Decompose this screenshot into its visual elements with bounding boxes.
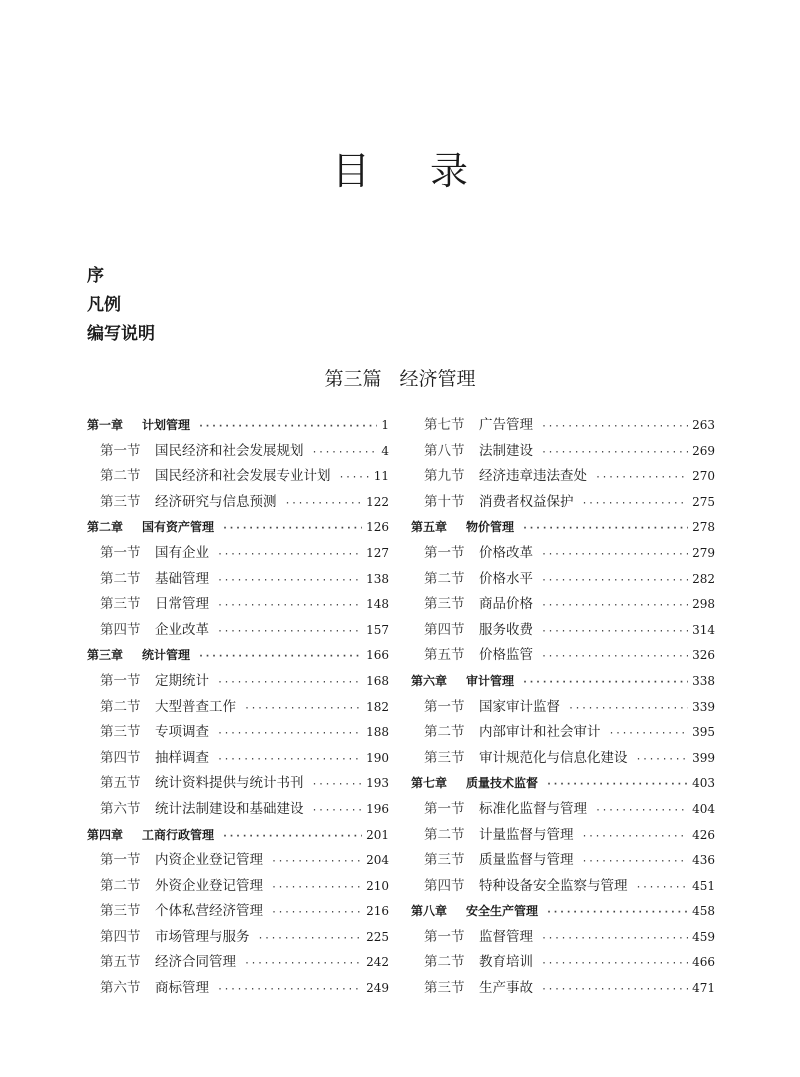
entry-number: 第六章 xyxy=(411,673,448,688)
toc-section-entry[interactable] xyxy=(87,797,389,823)
toc-section-entry[interactable] xyxy=(87,874,389,900)
entry-title: 国民经济和社会发展规划 xyxy=(155,442,304,459)
entry-title: 经济违章违法查处 xyxy=(479,468,587,485)
dot-leader xyxy=(595,798,688,824)
toc-section-entry[interactable] xyxy=(87,976,389,1002)
entry-title: 抽样调查 xyxy=(155,749,209,766)
dot-leader xyxy=(582,491,689,517)
page-number: 4 xyxy=(381,443,389,458)
dot-leader xyxy=(541,414,688,440)
entry-number: 第二节 xyxy=(424,826,465,843)
entry-title: 企业改革 xyxy=(155,621,209,638)
dot-leader xyxy=(582,849,689,875)
entry-number: 第二节 xyxy=(100,698,141,715)
page-number: 201 xyxy=(366,827,389,842)
entry-title: 经济合同管理 xyxy=(155,954,236,971)
entry-number: 第一节 xyxy=(424,800,465,817)
page-number: 339 xyxy=(692,699,715,714)
dot-leader xyxy=(541,440,688,466)
dot-leader xyxy=(568,696,688,722)
page-number: 11 xyxy=(373,469,389,484)
page-number: 426 xyxy=(692,827,715,842)
entry-title: 计量监督与管理 xyxy=(479,826,574,843)
entry-number: 第四节 xyxy=(424,621,465,638)
toc-chapter-entry[interactable] xyxy=(87,643,389,669)
dot-leader xyxy=(285,491,363,517)
entry-title: 标准化监督与管理 xyxy=(479,800,587,817)
page-number: 395 xyxy=(692,725,715,740)
front-matter-item[interactable]: 编写说明 xyxy=(87,324,155,344)
page-number: 190 xyxy=(366,750,389,765)
entry-number: 第一节 xyxy=(100,544,141,561)
dot-leader xyxy=(546,772,688,798)
page-number: 138 xyxy=(366,571,389,586)
entry-title: 价格改革 xyxy=(479,544,533,561)
part-title: 经济管理 xyxy=(399,368,476,390)
entry-number: 第二节 xyxy=(424,570,465,587)
toc-section-entry[interactable] xyxy=(411,618,715,644)
dot-leader xyxy=(546,900,688,926)
toc-section-entry[interactable] xyxy=(87,899,389,925)
page-number: 196 xyxy=(366,801,389,816)
page-number: 127 xyxy=(366,545,389,560)
toc-section-entry[interactable] xyxy=(87,746,389,772)
page-number: 210 xyxy=(366,878,389,893)
entry-number: 第一节 xyxy=(424,698,465,715)
dot-leader xyxy=(217,977,362,1003)
toc-section-entry[interactable] xyxy=(87,592,389,618)
toc-chapter-entry[interactable] xyxy=(87,823,389,849)
toc-section-entry[interactable] xyxy=(87,720,389,746)
page-number: 275 xyxy=(692,494,715,509)
page-number: 157 xyxy=(366,622,389,637)
toc-right-column xyxy=(411,413,715,1002)
toc-section-entry[interactable] xyxy=(87,771,389,797)
entry-title: 广告管理 xyxy=(479,417,533,433)
entry-title: 统计法制建设和基础建设 xyxy=(155,800,304,817)
dot-leader xyxy=(271,875,362,901)
page-number: 242 xyxy=(366,955,389,970)
entry-title: 特种设备安全监察与管理 xyxy=(479,877,628,894)
entry-number: 第二节 xyxy=(424,954,465,971)
dot-leader xyxy=(541,644,688,670)
page-number: 279 xyxy=(692,545,715,560)
entry-title: 统计资料提供与统计书刊 xyxy=(155,775,304,792)
dot-leader xyxy=(312,440,378,466)
entry-number: 第三节 xyxy=(100,493,141,510)
page-number: 204 xyxy=(366,853,389,868)
entry-number: 第三节 xyxy=(424,596,465,613)
entry-title: 监督管理 xyxy=(479,928,533,945)
entry-number: 第一节 xyxy=(100,672,141,689)
dot-leader xyxy=(222,824,362,850)
dot-leader xyxy=(222,516,362,542)
dot-leader xyxy=(595,465,688,491)
dot-leader xyxy=(198,644,362,670)
entry-title: 国有企业 xyxy=(155,544,209,561)
page-number: 458 xyxy=(692,904,715,919)
toc-section-entry[interactable] xyxy=(87,695,389,721)
entry-number: 第六节 xyxy=(100,800,141,817)
entry-title: 国有资产管理 xyxy=(142,520,215,535)
page-title-left: 目 xyxy=(331,149,370,193)
front-matter-item[interactable]: 序 xyxy=(87,266,104,286)
page-title xyxy=(0,148,800,194)
entry-title: 专项调查 xyxy=(155,724,209,741)
entry-title: 国家审计监督 xyxy=(479,698,560,715)
dot-leader xyxy=(198,414,377,440)
toc-chapter-entry[interactable] xyxy=(411,899,715,925)
page-number: 298 xyxy=(692,597,715,612)
toc-section-entry[interactable] xyxy=(87,567,389,593)
entry-number: 第一节 xyxy=(424,544,465,561)
page-number: 193 xyxy=(366,776,389,791)
entry-number: 第五节 xyxy=(100,775,141,792)
entry-title: 定期统计 xyxy=(155,672,209,689)
dot-leader xyxy=(541,926,688,952)
dot-leader xyxy=(217,619,362,645)
part-heading xyxy=(0,366,800,392)
page-number: 466 xyxy=(692,955,715,970)
entry-number: 第八章 xyxy=(411,904,448,919)
toc-section-entry[interactable] xyxy=(411,720,715,746)
toc-chapter-entry[interactable] xyxy=(411,771,715,797)
dot-leader xyxy=(271,900,362,926)
entry-number: 第三节 xyxy=(100,903,141,920)
toc-chapter-entry[interactable] xyxy=(411,669,715,695)
entry-number: 第二节 xyxy=(424,724,465,741)
dot-leader xyxy=(541,542,688,568)
entry-title: 审计管理 xyxy=(466,673,515,688)
entry-number: 第四节 xyxy=(100,928,141,945)
entry-title: 价格水平 xyxy=(479,570,533,587)
toc-section-entry[interactable] xyxy=(411,848,715,874)
page-number: 403 xyxy=(692,776,715,791)
entry-number: 第十节 xyxy=(424,493,465,510)
page-number: 216 xyxy=(366,904,389,919)
entry-title: 审计规范化与信息化建设 xyxy=(479,749,628,766)
dot-leader xyxy=(582,824,689,850)
page-number: 269 xyxy=(692,443,715,458)
toc-section-entry[interactable] xyxy=(411,490,715,516)
toc-chapter-entry[interactable] xyxy=(87,515,389,541)
toc-section-entry[interactable] xyxy=(411,439,715,465)
toc-section-entry[interactable] xyxy=(411,823,715,849)
toc-section-entry[interactable] xyxy=(411,643,715,669)
dot-leader xyxy=(312,798,363,824)
entry-number: 第五节 xyxy=(100,954,141,971)
toc-section-entry[interactable] xyxy=(87,848,389,874)
toc-section-entry[interactable] xyxy=(411,413,715,439)
toc-section-entry[interactable] xyxy=(87,618,389,644)
dot-leader xyxy=(339,465,370,491)
toc-chapter-entry[interactable] xyxy=(411,515,715,541)
toc-section-entry[interactable] xyxy=(411,950,715,976)
page-title-right: 录 xyxy=(430,149,469,193)
entry-title: 经济研究与信息预测 xyxy=(155,493,277,510)
toc-section-entry[interactable] xyxy=(87,439,389,465)
entry-title: 内资企业登记管理 xyxy=(155,852,263,869)
entry-number: 第一节 xyxy=(100,852,141,869)
dot-leader xyxy=(636,875,689,901)
entry-number: 第四节 xyxy=(100,621,141,638)
entry-title: 消费者权益保护 xyxy=(479,493,574,510)
page-number: 188 xyxy=(366,725,389,740)
entry-title: 服务收费 xyxy=(479,621,533,638)
page-number: 404 xyxy=(692,801,715,816)
dot-leader xyxy=(636,747,689,773)
toc-section-entry[interactable] xyxy=(411,464,715,490)
toc-section-entry[interactable] xyxy=(87,925,389,951)
entry-title: 教育培训 xyxy=(479,954,533,971)
toc-section-entry[interactable] xyxy=(411,592,715,618)
page-number: 263 xyxy=(692,418,715,432)
toc-section-entry[interactable] xyxy=(87,950,389,976)
dot-leader xyxy=(541,593,688,619)
entry-number: 第一节 xyxy=(100,442,141,459)
entry-title: 内部审计和社会审计 xyxy=(479,724,601,741)
entry-number: 第二节 xyxy=(100,468,141,485)
entry-number: 第三节 xyxy=(424,749,465,766)
dot-leader xyxy=(522,516,688,542)
entry-number: 第三节 xyxy=(424,980,465,997)
entry-number: 第二章 xyxy=(87,520,124,535)
entry-number: 第八节 xyxy=(424,442,465,459)
entry-number: 第一章 xyxy=(87,418,124,432)
entry-title: 生产事故 xyxy=(479,980,533,997)
dot-leader xyxy=(271,849,362,875)
dot-leader xyxy=(217,542,362,568)
entry-title: 大型普查工作 xyxy=(155,698,236,715)
entry-number: 第二节 xyxy=(100,570,141,587)
page-number: 278 xyxy=(692,520,715,535)
entry-title: 法制建设 xyxy=(479,442,533,459)
entry-title: 商标管理 xyxy=(155,980,209,997)
entry-title: 市场管理与服务 xyxy=(155,928,250,945)
dot-leader xyxy=(217,721,362,747)
page-number: 182 xyxy=(366,699,389,714)
entry-number: 第五节 xyxy=(424,647,465,664)
page-number: 314 xyxy=(692,622,715,637)
toc-section-entry[interactable] xyxy=(411,976,715,1002)
toc-section-entry[interactable] xyxy=(411,567,715,593)
toc-section-entry[interactable] xyxy=(411,797,715,823)
dot-leader xyxy=(541,977,688,1003)
page-number: 1 xyxy=(381,418,389,432)
page-number: 249 xyxy=(366,981,389,996)
entry-title: 外资企业登记管理 xyxy=(155,877,263,894)
dot-leader xyxy=(244,696,362,722)
entry-title: 工商行政管理 xyxy=(142,827,215,842)
entry-number: 第五章 xyxy=(411,520,448,535)
entry-title: 商品价格 xyxy=(479,596,533,613)
toc-section-entry[interactable] xyxy=(87,490,389,516)
entry-number: 第四节 xyxy=(424,877,465,894)
toc-section-entry[interactable] xyxy=(411,695,715,721)
page-number: 225 xyxy=(366,929,389,944)
page-number: 459 xyxy=(692,929,715,944)
page-number: 436 xyxy=(692,853,715,868)
entry-number: 第七节 xyxy=(424,417,465,433)
page-number: 166 xyxy=(366,648,389,663)
dot-leader xyxy=(217,747,362,773)
toc-section-entry[interactable] xyxy=(87,464,389,490)
entry-title: 价格监管 xyxy=(479,647,533,664)
entry-title: 基础管理 xyxy=(155,570,209,587)
entry-number: 第三节 xyxy=(424,852,465,869)
dot-leader xyxy=(244,951,362,977)
toc-section-entry[interactable] xyxy=(87,541,389,567)
entry-title: 质量监督与管理 xyxy=(479,852,574,869)
entry-number: 第七章 xyxy=(411,776,448,791)
dot-leader xyxy=(217,568,362,594)
dot-leader xyxy=(541,951,688,977)
dot-leader xyxy=(609,721,689,747)
toc-section-entry[interactable] xyxy=(411,746,715,772)
page-number: 451 xyxy=(692,878,715,893)
page-number: 282 xyxy=(692,571,715,586)
page-number: 122 xyxy=(366,494,389,509)
entry-title: 质量技术监督 xyxy=(466,776,539,791)
toc-left-column xyxy=(87,413,389,1002)
toc-section-entry[interactable] xyxy=(411,925,715,951)
entry-number: 第二节 xyxy=(100,877,141,894)
entry-number: 第六节 xyxy=(100,980,141,997)
dot-leader xyxy=(258,926,363,952)
page-number: 338 xyxy=(692,673,715,688)
dot-leader xyxy=(541,568,688,594)
front-matter xyxy=(87,262,155,349)
entry-title: 统计管理 xyxy=(142,648,191,663)
entry-title: 日常管理 xyxy=(155,596,209,613)
page-number: 326 xyxy=(692,648,715,663)
entry-number: 第三节 xyxy=(100,724,141,741)
front-matter-item[interactable]: 凡例 xyxy=(87,295,121,315)
page-number: 270 xyxy=(692,469,715,484)
toc-section-entry[interactable] xyxy=(87,669,389,695)
entry-title: 计划管理 xyxy=(142,418,191,432)
page-number: 399 xyxy=(692,750,715,765)
toc-chapter-entry[interactable] xyxy=(87,413,389,439)
toc-section-entry[interactable] xyxy=(411,541,715,567)
entry-number: 第三节 xyxy=(100,596,141,613)
part-number: 第三篇 xyxy=(324,368,382,390)
entry-number: 第一节 xyxy=(424,928,465,945)
entry-number: 第四节 xyxy=(100,749,141,766)
entry-number: 第三章 xyxy=(87,648,124,663)
entry-title: 安全生产管理 xyxy=(466,904,539,919)
page-number: 168 xyxy=(366,673,389,688)
entry-number: 第九节 xyxy=(424,468,465,485)
dot-leader xyxy=(541,619,688,645)
dot-leader xyxy=(522,670,688,696)
entry-title: 物价管理 xyxy=(466,520,515,535)
dot-leader xyxy=(217,593,362,619)
entry-number: 第四章 xyxy=(87,827,124,842)
page-number: 148 xyxy=(366,597,389,612)
toc-section-entry[interactable] xyxy=(411,874,715,900)
dot-leader xyxy=(312,772,363,798)
entry-title: 国民经济和社会发展专业计划 xyxy=(155,468,331,485)
page-number: 471 xyxy=(692,981,715,996)
page-number: 126 xyxy=(366,520,389,535)
dot-leader xyxy=(217,670,362,696)
entry-title: 个体私营经济管理 xyxy=(155,903,263,920)
